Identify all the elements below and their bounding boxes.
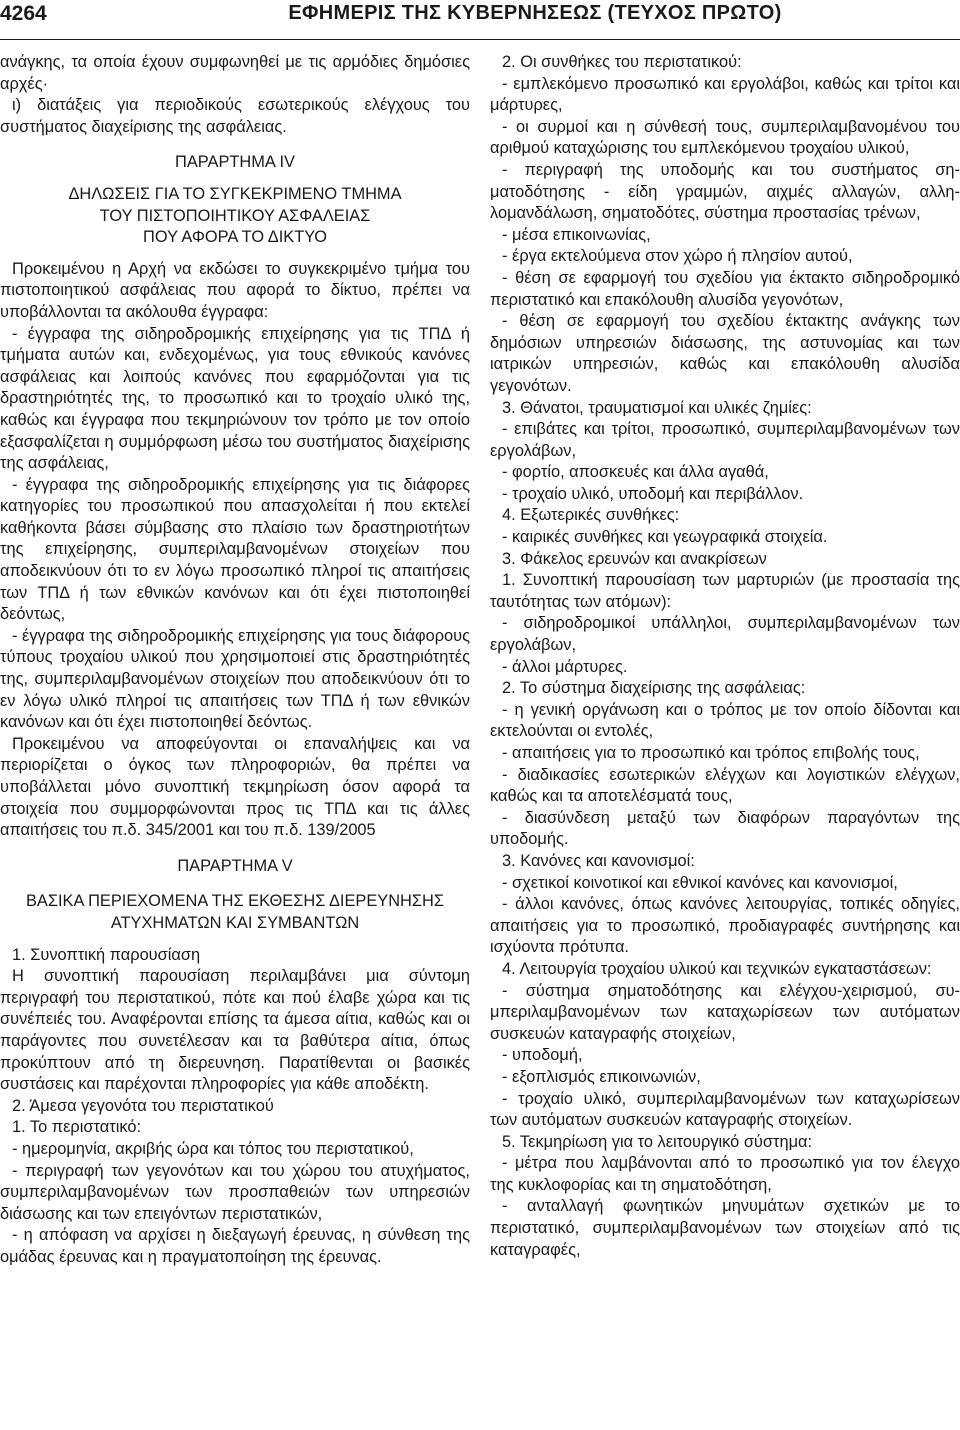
gazette-title: ΕΦΗΜΕΡΙΣ ΤΗΣ ΚΥΒΕΡΝΗΣΕΩΣ (ΤΕΥΧΟΣ ΠΡΩΤΟ) [288, 2, 782, 24]
list-item: - η γενική οργάνωση και ο τρόπος με τον οποίο δίδονται και εκτελούνται οι εντολές, [490, 700, 960, 741]
list-item: - έγγραφα της σιδηροδρομικής επιχείρησης για τις διάφορες κατηγορίες του προσωπικού που απασχολείται ή που εκτελεί καθήκοντα βάσει σύμβασης στο πλαίσιο των δραστηριοτήτων της επιχείρησης, συμπεριλαμβανομένων στοιχείων που αποδεικνύουν ότι το εν λόγω προσωπικό πληροί τις απαιτήσεις των ΤΠΔ ή των εθνικών κανόνων και ότι έχει πιστοποιηθεί δεόντως, [0, 475, 470, 624]
list-item: - άλλοι μάρτυρες. [502, 657, 628, 676]
list-item: - διασύνδεση μεταξύ των διαφόρων παραγόντων της υποδομής. [490, 808, 960, 849]
annex-iv-subtitle: ΔΗΛΩΣΕΙΣ ΓΙΑ ΤΟ ΣΥΓΚΕΚΡΙΜΕΝΟ ΤΜΗΜΑ ΤΟΥ ΠΙΣΤΟΠΟΙΗΤΙΚΟΥ ΑΣΦΑΛΕΙΑΣ ΠΟΥ ΑΦΟΡΑ ΤΟ ΔΙΚΤΥΟ [68, 184, 402, 247]
section-heading: 3. Φάκελος ερευνών και ανακρίσεων [502, 549, 767, 568]
list-item: - ανταλλαγή φωνητικών μηνυμάτων σχετικών με το περιστατικό, συμπεριλαμβανομένων των στοιχείων από τις καταγραφές, [490, 1197, 960, 1259]
list-item: - εμπλεκόμενο προσωπικό και εργολάβοι, καθώς και τρίτοι και μάρτυρες, [490, 74, 960, 115]
section-heading: 1. Συνοπτική παρουσίαση [12, 945, 201, 964]
subsection-heading: 2. Οι συνθήκες του περιστατικού: [502, 53, 742, 71]
paragraph: ανάγκης, τα οποία έχουν συμφωνηθεί με τις αρμόδιες δημόσιες αρχές· [0, 53, 470, 93]
subsection-heading: 1. Συνοπτική παρουσίαση των μαρτυριών (με προστασία της ταυτότητας των ατόμων): [490, 571, 960, 611]
paragraph: Προκειμένου να αποφεύγονται οι επαναλήψεις και να περιορίζεται ο όγκος των πληροφοριών, θα πρέπει να υποβάλλεται μόνο συνοπτική τεκμηρίωση όσον αφορά τα στοιχεία που συμμορφώνονται προς τις ΤΠΔ και τις άλλες απαιτήσεις του π.δ. 345/2001 και του π.δ. 139/2005 [0, 734, 470, 840]
list-item: - ημερομηνία, ακριβής ώρα και τόπος του περιστατικού, [12, 1139, 414, 1158]
subsection-heading: 4. Λειτουργία τροχαίου υλικού και τεχνικών εγκαταστάσεων: [502, 959, 932, 978]
list-item: - απαιτήσεις για το προσωπικό και τρόπος επιβολής τους, [502, 744, 920, 762]
subsection-heading: 3. Κανόνες και κανονισμοί: [502, 851, 695, 870]
subsection-heading: 3. Θάνατοι, τραυματισμοί και υλικές ζημίες: [502, 398, 812, 417]
subsection-heading: 1. Το περιστατικό: [12, 1118, 142, 1137]
right-column [490, 52, 960, 1261]
list-item: - εξοπλισμός επικοινωνιών, [502, 1067, 701, 1086]
list-item: - σχετικοί κοινοτικοί και εθνικοί κανόνες και κανονισμοί, [502, 873, 898, 892]
paragraph: Η συνοπτική παρουσίαση περιλαμβάνει μια σύντομη περιγραφή του περιστατικού, πότε και πού έλαβε χώρα και τις συνέπειές του. Αναφέρονται επίσης τα άμεσα αίτια, καθώς και οι παράγοντες που συνετέλεσαν και τα βαθύτερα αίτια, όπως προκύπτουν από τη διερευνηση. Παρατίθενται οι βασικές συστάσεις και παρέχονται πληροφορίες για κάθε αποδέκτη. [0, 967, 470, 1094]
list-item: - μέσα επικοινωνίας, [502, 225, 651, 244]
left-column [0, 52, 470, 1268]
list-item: - σύστημα σηματοδότησης και ελέγχου-χειρισμού, συμπεριλαμβανομένων των καταχωρίσεων των αυτόματων συσκευών καταγραφής στοιχείων, [490, 981, 960, 1043]
list-item: - έργα εκτελούμενα στον χώρο ή πλησίον αυτού, [502, 247, 853, 266]
list-item: - διαδικασίες εσωτερικών ελέγχων και λογιστικών ελέγχων, καθώς και τα αποτελέσματά τους, [490, 765, 960, 806]
list-item: - τροχαίο υλικό, συμπεριλαμβανομένων των καταχωρίσεων των αυτόματων συσκευών καταγραφής στοιχείων. [490, 1089, 960, 1130]
list-item: - τροχαίο υλικό, υποδομή και περιβάλλον. [502, 484, 804, 503]
page-header [0, 0, 960, 40]
list-item: - σιδηροδρομικοί υπάλληλοι, συμπεριλαμβανομένων των εργολάβων, [490, 614, 960, 655]
section-heading: 2. Άμεσα γεγονότα του περιστατικού [12, 1096, 274, 1115]
list-item: - επιβάτες και τρίτοι, προσωπικό, συμπεριλαμβανομένων των εργολάβων, [490, 420, 960, 460]
list-item: - η απόφαση να αρχίσει η διεξαγωγή έρευνας, η σύνθεση της ομάδας έρευνας και η πραγματοποίηση της έρευνας. [0, 1226, 470, 1266]
list-item: - οι συρμοί και η σύνθεσή τους, συμπεριλαμβανομένου του αριθμού καταχώρισης του εμπλεκόμενου τροχαίου υλικού, [490, 117, 960, 158]
list-item: - θέση σε εφαρμογή του σχεδίου έκτακτης ανάγκης των δημόσιων υπηρεσιών διάσωσης, της αστυνομίας και των ιατρικών υπηρεσιών, καθώς και επακόλουθη αλυσίδα γεγονότων. [490, 312, 960, 395]
list-item: - καιρικές συνθήκες και γεωγραφικά στοιχεία. [502, 528, 828, 547]
annex-iv-title: ΠΑΡΑΡΤΗΜΑ IV [175, 153, 295, 172]
list-item: - φορτίο, αποσκευές και άλλα αγαθά, [502, 463, 769, 482]
list-item: - θέση σε εφαρμογή του σχεδίου για έκτακτο σιδηροδρομικό περιστατικό και επακόλουθη αλυσίδα γεγονότων, [490, 268, 960, 309]
annex-v-title: ΠΑΡΑΡΤΗΜΑ V [177, 856, 293, 875]
list-item: - άλλοι κανόνες, όπως κανόνες λειτουργίας, τοπικές οδηγίες, απαιτήσεις για το προσωπικό, προδιαγραφές συντήρησης και ισχύοντα πρότυπα. [490, 895, 960, 957]
subsection-heading: 5. Τεκμηρίωση για το λειτουργικό σύστημα: [502, 1132, 813, 1151]
annex-v-subtitle: ΒΑΣΙΚΑ ΠΕΡΙΕΧΟΜΕΝΑ ΤΗΣ ΕΚΘΕΣΗΣ ΔΙΕΡΕΥΝΗΣΗΣ ΑΤΥΧΗΜΑΤΩΝ ΚΑΙ ΣΥΜΒΑΝΤΩΝ [26, 892, 444, 932]
paragraph: Προκειμένου η Αρχή να εκδώσει το συγκεκριμένο τμήμα του πιστοποιητικού ασφάλειας που αφορά το δίκτυο, πρέπει να υποβάλλονται τα ακόλουθα έγγραφα: [0, 259, 470, 321]
list-item: - μέτρα που λαμβάνονται από το προσωπικό για τον έλεγχο της κυκλοφορίας και τη σηματοδότηση, [490, 1154, 960, 1194]
list-item: - έγγραφα της σιδηροδρομικής επιχείρησης για τις ΤΠΔ ή τμήματα αυτών και, ενδεχομένως, για τους εθνικούς κανόνες ασφάλειας και λοιπούς κανόνες που εφαρμόζονται για τις δραστηριότητές της, το προσωπικό και το τροχαίο υλικό της, καθώς και έγγραφα που τεκμηριώνουν τον τρόπο με τον οποίο εξασφαλίζεται η συμμόρφωση μέσω του συστήματος διαχείρισης της ασφάλειας, [0, 324, 470, 473]
page-number: 4264 [0, 2, 47, 25]
paragraph: ι) διατάξεις για περιοδικούς εσωτερικούς ελέγχους του συστήματος διαχείρισης της ασφάλειας. [0, 96, 470, 136]
list-item: - υποδομή, [502, 1046, 583, 1065]
subsection-heading: 4. Εξωτερικές συνθήκες: [502, 506, 680, 525]
list-item: - περιγραφή των γεγονότων και του χώρου του ατυχήματος, συμπεριλαμβανομένων των προσπαθειών των υπηρεσιών διάσωσης και των επειγόντων περιστατικών, [0, 1161, 470, 1223]
list-item: - περιγραφή της υποδομής και του συστήματος σηματοδότησης - είδη γραμμών, αιχμές αλλαγών, αλληλομανδάλωση, σηματοδότες, σύστημα προστασίας τρένων, [490, 160, 960, 223]
list-item: - έγγραφα της σιδηροδρομικής επιχείρησης για τους διάφορους τύπους τροχαίου υλικού που χρησιμοποιεί στις δραστηριότητές της, συμπεριλαμβανομένων στοιχείων που αποδεικνύουν ότι το εν λόγω υλικό πληροί τις απαιτήσεις των ΤΠΔ ή των εθνικών κανόνων και ότι έχει πιστοποιηθεί δεόντως. [0, 626, 470, 732]
subsection-heading: 2. Το σύστημα διαχείρισης της ασφάλειας: [502, 679, 806, 698]
